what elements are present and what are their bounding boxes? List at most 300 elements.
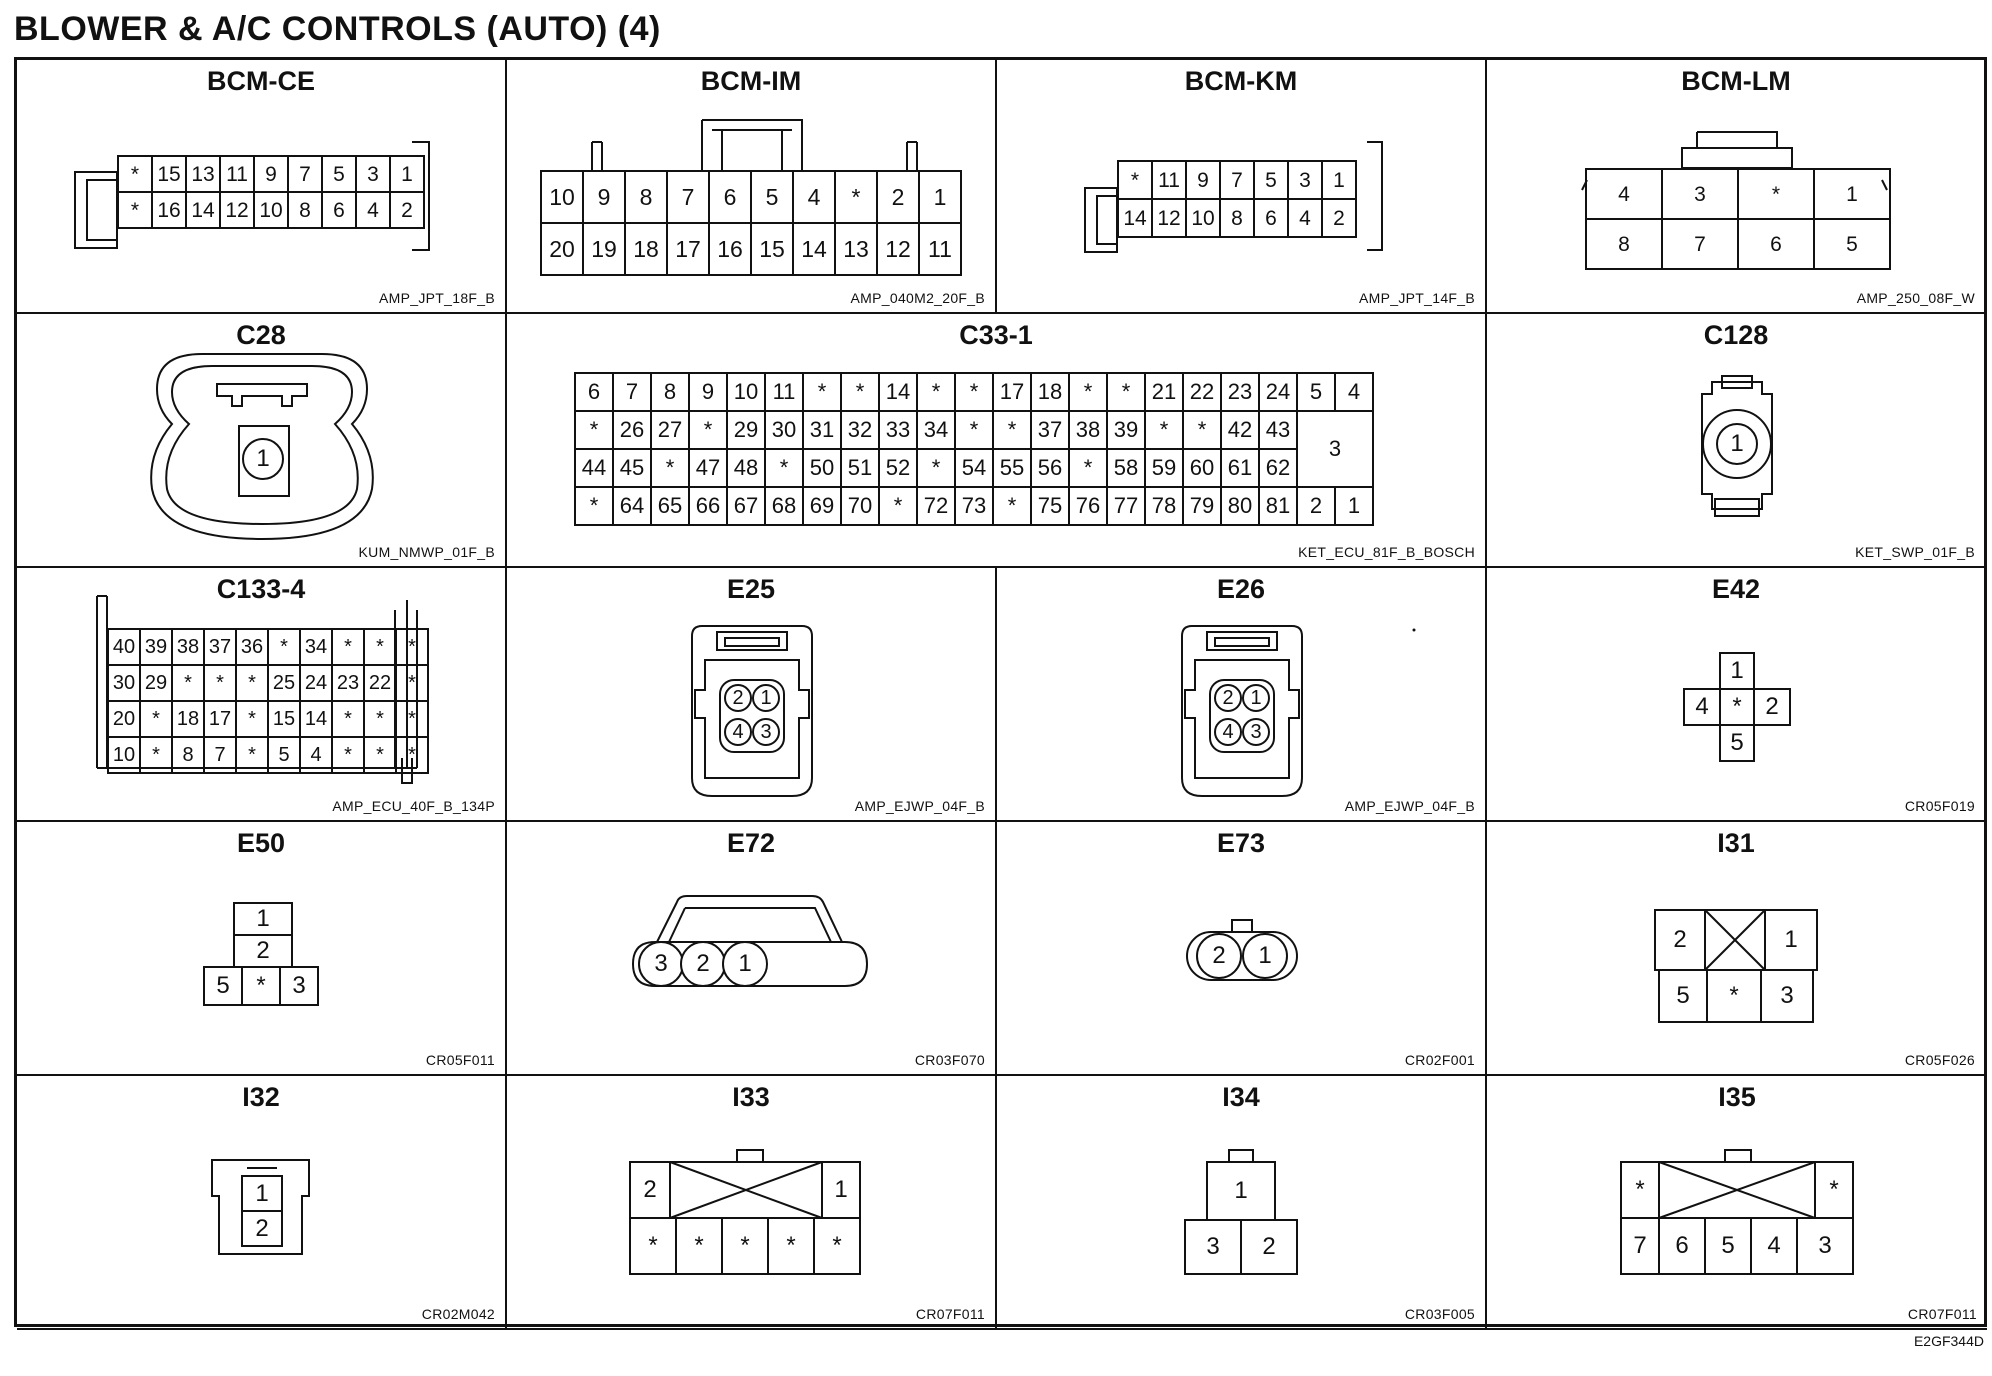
connector-code: CR02F001: [1404, 1052, 1475, 1068]
pin-label: 52: [878, 448, 918, 488]
pin-label: 42: [1220, 410, 1260, 450]
pin-label: 34: [300, 629, 332, 665]
pin-label: 24: [300, 665, 332, 701]
pin-label: *: [1719, 688, 1755, 726]
pin-label: 2: [643, 1176, 657, 1203]
connector-grid: [14, 57, 1987, 1327]
pin-label: *: [332, 737, 364, 773]
pin-label: *: [916, 372, 956, 412]
connector-code: AMP_JPT_18F_B: [379, 290, 495, 306]
pin-label: 8: [625, 171, 667, 223]
connector-c133-4: [17, 568, 507, 822]
pin-label: *: [236, 665, 268, 701]
connector-i34: [997, 1076, 1487, 1330]
pin-label: 10: [254, 192, 288, 228]
pin-label: 15: [268, 701, 300, 737]
connector-code: CR05F011: [425, 1052, 495, 1068]
pin-label: 10: [541, 171, 583, 223]
connector-name: E73: [1216, 828, 1266, 858]
pin-label: 11: [220, 156, 254, 192]
pin-label: *: [740, 1232, 750, 1259]
pin-label: 18: [625, 223, 667, 275]
pin-label: 16: [709, 223, 751, 275]
pin-label: *: [236, 737, 268, 773]
pin-label: 39: [1106, 410, 1146, 450]
pin-row: [108, 701, 428, 737]
pin-label: *: [764, 448, 804, 488]
connector-i35: [1487, 1076, 1987, 1330]
pin-label: 8: [288, 192, 322, 228]
pin-label: 38: [172, 629, 204, 665]
pin-label: 64: [612, 486, 652, 526]
connector-name: C128: [1703, 320, 1769, 350]
pin-label: 17: [667, 223, 709, 275]
connector-code: AMP_250_08F_W: [1856, 290, 1975, 306]
pin-label: 2: [1673, 926, 1687, 953]
pin-label: 8: [1586, 219, 1662, 269]
pin-label: 66: [688, 486, 728, 526]
pin-label: 18: [1030, 372, 1070, 412]
pin-label: 2: [1262, 1233, 1276, 1260]
pin-label: 17: [992, 372, 1032, 412]
pin-label: 14: [1118, 199, 1152, 237]
pin-label: 47: [688, 448, 728, 488]
connector-i33: [507, 1076, 997, 1330]
pin-label: 1: [1814, 169, 1890, 219]
pin-label: 26: [612, 410, 652, 450]
pin-label: 37: [204, 629, 236, 665]
pin-label: 7: [1662, 219, 1738, 269]
pin-label: 13: [186, 156, 220, 192]
connector-code: CR03F005: [1404, 1306, 1475, 1322]
connector-name: E72: [726, 828, 776, 858]
pin-label: 1: [1234, 1177, 1248, 1204]
pin-label: *: [1068, 372, 1108, 412]
pin-label: *: [364, 701, 396, 737]
pin-label: *: [396, 665, 428, 701]
pin-label: 5: [1254, 161, 1288, 199]
connector-code: KET_SWP_01F_B: [1855, 544, 1975, 560]
page-title: BLOWER & A/C CONTROLS (AUTO) (4): [14, 10, 661, 48]
pin-label: *: [396, 629, 428, 665]
pin-label: 7: [1633, 1232, 1647, 1259]
pin-label: 4: [1288, 199, 1322, 237]
pin-label: 1: [834, 1176, 848, 1203]
pin-label: 69: [802, 486, 842, 526]
connector-bcm-lm: [1487, 60, 1987, 314]
pin-table: [107, 628, 429, 774]
pin-label: 2: [255, 1214, 269, 1242]
pin-label: 3: [356, 156, 390, 192]
pin-label: 8: [650, 372, 690, 412]
connector-name: BCM-IM: [700, 66, 802, 96]
pin-label: 2: [1222, 686, 1234, 709]
pin-label: 6: [1738, 219, 1814, 269]
pin-label: 27: [650, 410, 690, 450]
pin-label: 12: [1152, 199, 1186, 237]
pin-label: 25: [268, 665, 300, 701]
connector-name: I31: [1717, 828, 1755, 858]
pin-label: 32: [840, 410, 880, 450]
connector-e72: [507, 822, 997, 1076]
connector-name: C28: [236, 320, 286, 350]
pin-label: 3: [1206, 1233, 1220, 1260]
pin-label: *: [172, 665, 204, 701]
connector-e50: [17, 822, 507, 1076]
pin-label: 43: [1258, 410, 1298, 450]
pin-label: 4: [1334, 372, 1374, 412]
connector-i31: [1487, 822, 1987, 1076]
pin-label: *: [786, 1232, 796, 1259]
pin-label: 48: [726, 448, 766, 488]
pin-label: 4: [1767, 1232, 1781, 1259]
pin-label: 5: [1296, 372, 1336, 412]
pin-label: 29: [726, 410, 766, 450]
pin-label: 14: [793, 223, 835, 275]
pin-label: 68: [764, 486, 804, 526]
figure-code: E2GF344D: [1913, 1333, 1984, 1349]
pin-row: [1118, 161, 1356, 199]
pin-label: 15: [751, 223, 793, 275]
pin-label: 51: [840, 448, 880, 488]
pin-label: 60: [1182, 448, 1222, 488]
pin-label: 3: [1288, 161, 1322, 199]
pin-label: 5: [1721, 1232, 1735, 1259]
pin-label: 14: [878, 372, 918, 412]
pin-label: 5: [1814, 219, 1890, 269]
pin-label: 14: [186, 192, 220, 228]
pin-label: *: [1068, 448, 1108, 488]
pin-row: [118, 156, 424, 192]
pin-label: 7: [1220, 161, 1254, 199]
connector-i32: [17, 1076, 507, 1330]
pin-row: [1586, 219, 1890, 269]
pin-label: *: [364, 737, 396, 773]
pin-label: *: [140, 701, 172, 737]
pin-label: 9: [1186, 161, 1220, 199]
pin-label: 1: [919, 171, 961, 223]
pin-label: *: [954, 372, 994, 412]
pin-label: 34: [916, 410, 956, 450]
connector-code: CR02M042: [421, 1306, 495, 1322]
pin-label: *: [992, 486, 1032, 526]
pin-label: *: [574, 410, 614, 450]
pin-label: 20: [541, 223, 583, 275]
pin-label: 21: [1144, 372, 1184, 412]
pin-label: 12: [220, 192, 254, 228]
pin-label: *: [694, 1232, 704, 1259]
pin-label: 73: [954, 486, 994, 526]
pin-label: 6: [1254, 199, 1288, 237]
pin-label: *: [835, 171, 877, 223]
pin-label: 2: [1753, 688, 1791, 726]
pin-label: 11: [764, 372, 804, 412]
pin-label: 78: [1144, 486, 1184, 526]
pin-label: *: [268, 629, 300, 665]
connector-e42: [1487, 568, 1987, 822]
pin-label: 3: [1818, 1232, 1832, 1259]
pin-table: [1117, 160, 1357, 238]
pin-label: *: [204, 665, 236, 701]
pin-label: 22: [1182, 372, 1222, 412]
pin-label: 2: [1296, 486, 1336, 526]
pin-label: *: [832, 1232, 842, 1259]
pin-label: 11: [919, 223, 961, 275]
pin-row: [108, 665, 428, 701]
connector-e26: [997, 568, 1487, 822]
pin-label: 5: [322, 156, 356, 192]
pin-label: *: [118, 156, 152, 192]
pin-label: 1: [1258, 942, 1272, 969]
pin-label: 40: [108, 629, 140, 665]
pin-label: 67: [726, 486, 766, 526]
pin-label: 58: [1106, 448, 1146, 488]
connector-bcm-im: [507, 60, 997, 314]
pin-label: 7: [667, 171, 709, 223]
pin-label: 5: [268, 737, 300, 773]
connector-code: CR05F019: [1904, 798, 1975, 814]
pin-label: *: [118, 192, 152, 228]
pin-label: 23: [332, 665, 364, 701]
pin-label: *: [396, 701, 428, 737]
connector-code: CR03F070: [914, 1052, 985, 1068]
connector-bcm-km: [997, 60, 1487, 314]
pin-label: *: [840, 372, 880, 412]
pin-label: 61: [1220, 448, 1260, 488]
pin-label: 3: [760, 720, 772, 743]
pin-label: 55: [992, 448, 1032, 488]
connector-code: AMP_ECU_40F_B_134P: [332, 798, 495, 814]
pin-label: 5: [1719, 724, 1755, 762]
pin-label: 30: [108, 665, 140, 701]
connector-name: E50: [236, 828, 286, 858]
pin-label: 56: [1030, 448, 1070, 488]
pin-label: 24: [1258, 372, 1298, 412]
pin-label: 3: [654, 950, 668, 977]
pin-label: *: [1635, 1176, 1645, 1203]
pin-label: 7: [288, 156, 322, 192]
connector-name: BCM-CE: [207, 66, 315, 96]
pin-label: 81: [1258, 486, 1298, 526]
connector-bcm-ce: [17, 60, 507, 314]
pin-label: 1: [1334, 486, 1374, 526]
connector-code: KET_ECU_81F_B_BOSCH: [1298, 544, 1475, 560]
connector-c128: [1487, 314, 1987, 568]
pin-label: *: [1182, 410, 1222, 450]
pin-label: 9: [254, 156, 288, 192]
pin-table: [1585, 168, 1891, 270]
pin-label: 38: [1068, 410, 1108, 450]
pin-label: 50: [802, 448, 842, 488]
connector-housing-outline: [507, 1076, 997, 1330]
connector-name: E25: [726, 574, 776, 604]
pin-row: [541, 171, 961, 223]
connector-name: C33-1: [959, 320, 1033, 350]
pin-row: [1118, 199, 1356, 237]
pin-label: 4: [793, 171, 835, 223]
pin-label: 1: [390, 156, 424, 192]
pin-label: 4: [1222, 720, 1234, 743]
connector-code: CR07F011: [915, 1306, 985, 1322]
pin-label: 23: [1220, 372, 1260, 412]
pin-label: 31: [802, 410, 842, 450]
pin-label: 1: [1719, 652, 1755, 690]
pin-label: 4: [356, 192, 390, 228]
pin-label: 4: [1683, 688, 1721, 726]
pin-label: 17: [204, 701, 236, 737]
pin-label: 9: [583, 171, 625, 223]
pin-label: 45: [612, 448, 652, 488]
pin-label: 1: [760, 686, 772, 709]
pin-label: 1: [1250, 686, 1262, 709]
pin-label: 3: [1250, 720, 1262, 743]
pin-label: 8: [1220, 199, 1254, 237]
pin-label: 10: [726, 372, 766, 412]
pin-label: 15: [152, 156, 186, 192]
pin-label: 6: [574, 372, 614, 412]
connector-name: I35: [1718, 1082, 1756, 1112]
pin-label: *: [1829, 1176, 1839, 1203]
pin-label: *: [1144, 410, 1184, 450]
pin-label: 11: [1152, 161, 1186, 199]
pin-label: 59: [1144, 448, 1184, 488]
pin-label: 1: [1730, 430, 1744, 457]
pin-label: 77: [1106, 486, 1146, 526]
pin-label: 39: [140, 629, 172, 665]
pin-label: 2: [390, 192, 424, 228]
connector-code: KUM_NMWP_01F_B: [358, 544, 495, 560]
pin-label: 13: [835, 223, 877, 275]
pin-label: 1: [255, 1179, 269, 1207]
pin-label: 6: [1675, 1232, 1689, 1259]
connector-name: BCM-KM: [1184, 66, 1298, 96]
pin-label: *: [332, 701, 364, 737]
pin-label: 54: [954, 448, 994, 488]
pin-label: 7: [204, 737, 236, 773]
pin-label: 3: [1780, 982, 1794, 1009]
connector-name: BCM-LM: [1681, 66, 1791, 96]
pin-label: 1: [233, 902, 293, 936]
pin-row: [108, 629, 428, 665]
pin-label: 8: [172, 737, 204, 773]
pin-label: *: [332, 629, 364, 665]
connector-code: AMP_EJWP_04F_B: [854, 798, 985, 814]
pin-label: 2: [1322, 199, 1356, 237]
pin-label: *: [992, 410, 1032, 450]
connector-e73: [997, 822, 1487, 1076]
connector-name: I32: [242, 1082, 280, 1112]
pin-label: 80: [1220, 486, 1260, 526]
connector-code: AMP_040M2_20F_B: [850, 290, 985, 306]
pin-label: 1: [1784, 926, 1798, 953]
pin-label: 22: [364, 665, 396, 701]
connector-housing-outline: [1487, 1076, 1987, 1330]
pin-label: *: [1118, 161, 1152, 199]
pin-label: *: [802, 372, 842, 412]
connector-code: AMP_EJWP_04F_B: [1344, 798, 1475, 814]
pin-label: 62: [1258, 448, 1298, 488]
pin-label: 1: [256, 445, 270, 472]
connector-code: AMP_JPT_14F_B: [1359, 290, 1475, 306]
pin-label: *: [650, 448, 690, 488]
pin-label: *: [1729, 982, 1739, 1009]
pin-label: 20: [108, 701, 140, 737]
pin-label: 1: [738, 950, 752, 977]
pin-table: [540, 170, 962, 276]
pin-label: 76: [1068, 486, 1108, 526]
pin-label: *: [241, 966, 281, 1006]
pin-label: *: [364, 629, 396, 665]
connector-housing-outline: [997, 822, 1487, 1076]
pin-label: *: [954, 410, 994, 450]
connector-name: C133-4: [216, 574, 306, 604]
pin-label: 9: [688, 372, 728, 412]
pin-label: 10: [1186, 199, 1220, 237]
connector-name: I34: [1222, 1082, 1260, 1112]
pin-label: 36: [236, 629, 268, 665]
pin-label: 18: [172, 701, 204, 737]
pin-label: *: [648, 1232, 658, 1259]
pin-label: 7: [612, 372, 652, 412]
connector-housing-outline: [1487, 822, 1987, 1076]
pin-row: [1586, 169, 1890, 219]
pin-label: 70: [840, 486, 880, 526]
connector-name: E26: [1216, 574, 1266, 604]
pin-label: 2: [233, 934, 293, 968]
pin-label: *: [236, 701, 268, 737]
pin-label: *: [878, 486, 918, 526]
pin-label: 1: [1322, 161, 1356, 199]
pin-label: 4: [1586, 169, 1662, 219]
connector-name: I33: [732, 1082, 770, 1112]
pin-label: 16: [152, 192, 186, 228]
pin-label: 2: [877, 171, 919, 223]
pin-label: 2: [696, 950, 710, 977]
pin-label: 79: [1182, 486, 1222, 526]
pin-label: *: [574, 486, 614, 526]
connector-code: CR07F011: [1907, 1306, 1977, 1322]
pin-label: *: [1106, 372, 1146, 412]
pin-label: 75: [1030, 486, 1070, 526]
pin-row: [541, 223, 961, 275]
pin-label: 19: [583, 223, 625, 275]
pin-row: [118, 192, 424, 228]
pin-label: 5: [751, 171, 793, 223]
connector-c33-1: [507, 314, 1487, 568]
pin-label: *: [688, 410, 728, 450]
pin-label: 4: [300, 737, 332, 773]
pin-label: 5: [203, 966, 243, 1006]
pin-label: *: [140, 737, 172, 773]
connector-name: E42: [1711, 574, 1761, 604]
pin-label: *: [1738, 169, 1814, 219]
pin-label: 3: [279, 966, 319, 1006]
pin-table: [117, 155, 425, 229]
pin-label: 3: [1296, 410, 1374, 488]
pin-label: 65: [650, 486, 690, 526]
pin-label: 6: [322, 192, 356, 228]
pin-label: 14: [300, 701, 332, 737]
pin-label: 5: [1676, 982, 1690, 1009]
connector-code: CR05F026: [1904, 1052, 1975, 1068]
pin-label: 2: [732, 686, 744, 709]
pin-label: 37: [1030, 410, 1070, 450]
pin-label: 4: [732, 720, 744, 743]
pin-row: [108, 737, 428, 773]
pin-label: 6: [709, 171, 751, 223]
pin-label: 2: [1212, 942, 1226, 969]
pin-label: *: [396, 737, 428, 773]
